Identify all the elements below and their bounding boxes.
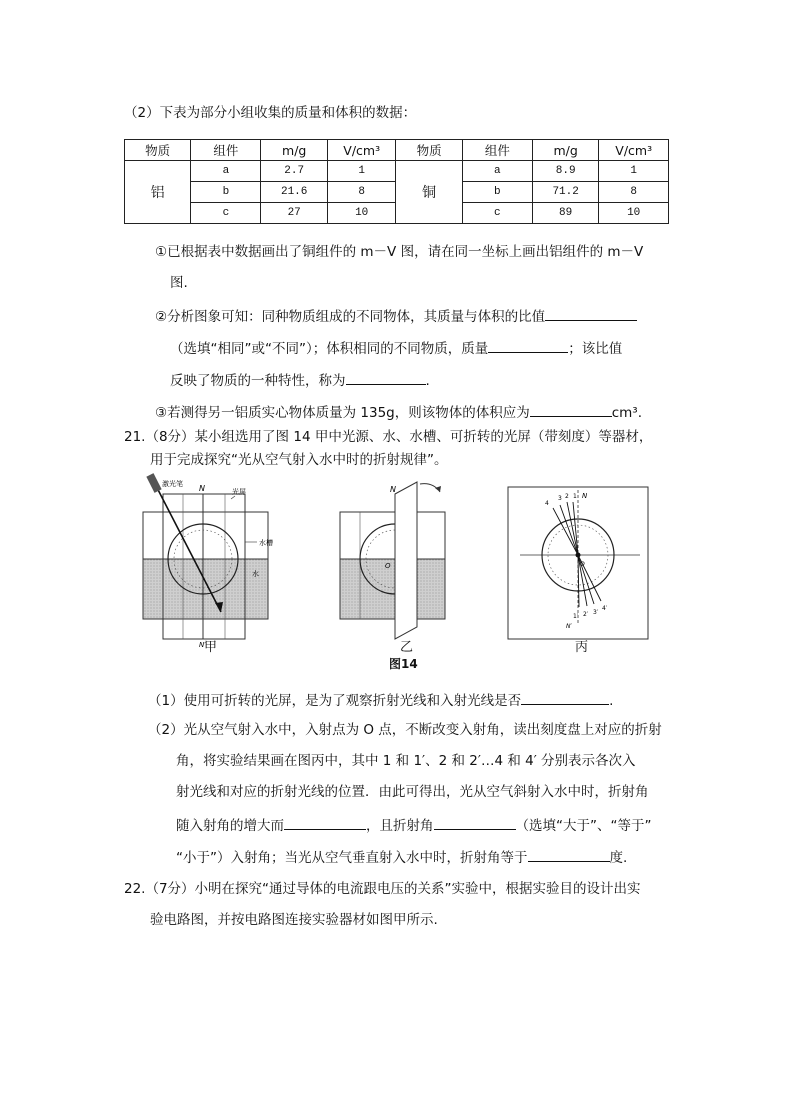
q22-line-b: 验电路图，并按电路图连接实验器材如图甲所示. [150,912,438,928]
ray-label: 1′ [573,613,579,620]
label-o: O [580,561,585,568]
item1-line-b: 图. [170,275,188,291]
item2-text: 反映了物质的一种特性，称为 [170,373,346,389]
table-cell: b [191,182,261,203]
p2-line-a: （2）光从空气射入水中，入射点为 O 点，不断改变入射角，读出刻度盘上对应的折射 [148,722,662,738]
table-cell: 1 [327,161,396,182]
item2-text: ；该比值 [568,341,623,357]
table-header-row [125,140,669,161]
table-header: V/cm³ [327,140,396,161]
p2-text: （选填“大于”、“等于” [515,818,652,834]
label-tank: 水槽 [259,539,273,547]
item1-line-a: ①已根据表中数据画出了铜组件的 m－V 图，请在同一坐标上画出铝组件的 m－V [155,244,644,260]
table-cell: a [191,161,261,182]
ray-label: 4′ [602,605,608,612]
table-cell: 2.7 [261,161,327,182]
answer-blank[interactable] [528,847,610,862]
item2-line-b [170,338,622,358]
label-n-prime: N′ [199,641,206,647]
q22-line-a: 22.（7分）小明在探究“通过导体的电流跟电压的关系”实验中，根据实验目的设计出实 [124,881,641,897]
p1-text: . [609,693,614,709]
p2-text: “小于”）入射角；当光从空气垂直射入水中时，折射角等于 [176,850,528,866]
table-cell: 27 [261,203,327,224]
item2-text: . [425,373,430,389]
p2-text: ，且折射角 [366,818,434,834]
sub-caption-yi: 乙 [400,640,414,655]
table-cell: c [191,203,261,224]
figure-14 [135,472,665,647]
answer-blank[interactable] [545,306,637,321]
label-o: O [385,562,391,570]
table-cell: b [462,182,532,203]
table-header: 物质 [125,140,191,161]
table-cell: 1 [599,161,669,182]
answer-blank[interactable] [434,815,516,830]
table-cell: c [462,203,532,224]
material-aluminum: 铝 [125,161,191,224]
label-water: 水 [252,570,259,578]
item2-text: （选填“相同”或“不同”）；体积相同的不同物质，质量 [170,341,489,357]
ray-label: 3′ [593,609,599,616]
q20-part2-intro: （2）下表为部分小组收集的质量和体积的数据： [124,105,417,121]
label-n: N [390,485,396,494]
table-cell: a [462,161,532,182]
answer-blank[interactable] [521,690,609,705]
item2-line-c [170,370,430,390]
label-screen: 光屏 [232,488,246,496]
ray-label: 4 [545,500,549,507]
p2-text: 度. [609,850,628,866]
p2-line-b: 角，将实验结果画在图丙中，其中 1 和 1′、2 和 2′…4 和 4′ 分别表示各次入 [176,753,636,769]
q21-line-a: 21.（8分）某小组选用了图 14 甲中光源、水、水槽、可折转的光屏（带刻度）等器材， [124,429,653,445]
table-header: 组件 [191,140,261,161]
table-header: 物质 [396,140,462,161]
item2-text: ②分析图象可知：同种物质组成的不同物体，其质量与体积的比值 [155,309,546,325]
table-cell: 10 [599,203,669,224]
figure-caption: 图14 [389,657,418,671]
table-cell: 8.9 [532,161,598,182]
table-header: m/g [261,140,327,161]
p2-line-c: 射光线和对应的折射光线的位置．由此可得出，光从空气斜射入水中时，折射角 [176,784,649,800]
figure-jia [143,473,273,647]
item3-line [155,402,642,422]
answer-blank[interactable] [488,338,568,353]
table-header: m/g [532,140,598,161]
ray-label: 2 [565,493,569,500]
p2-line-e [176,847,627,867]
table-cell: 8 [327,182,396,203]
figure-bing [508,487,648,639]
item2-line-a [155,306,637,326]
figure-yi [340,482,445,639]
table-cell: 10 [327,203,396,224]
answer-blank[interactable] [284,815,366,830]
table-cell: 71.2 [532,182,598,203]
ray-label: 3 [558,495,562,502]
q21-line-b: 用于完成探究“光从空气射入水中时的折射规律”。 [150,452,448,468]
answer-blank[interactable] [530,402,612,417]
ray-label: 1 [573,493,577,500]
answer-blank[interactable] [346,370,426,385]
table-cell: 89 [532,203,598,224]
table-cell: 21.6 [261,182,327,203]
label-n-prime: N′ [566,623,572,630]
p2-line-d [176,815,651,835]
item3-unit: cm³. [611,405,643,421]
label-n: N [582,492,588,500]
ray-label: 2′ [583,611,589,618]
sub-caption-jia: 甲 [204,640,218,655]
label-n: N [199,484,205,493]
sub-caption-bing: 丙 [575,640,589,655]
data-table [124,139,669,224]
p1-line [148,690,613,710]
p1-text: （1）使用可折转的光屏，是为了观察折射光线和入射光线是否 [148,693,522,709]
label-laser: 激光笔 [162,480,183,488]
table-header: 组件 [462,140,532,161]
material-copper: 铜 [396,161,462,224]
table-cell: 8 [599,182,669,203]
table-header: V/cm³ [599,140,669,161]
table-row [125,161,669,182]
p2-text: 随入射角的增大而 [176,818,284,834]
item3-text: ③若测得另一铝质实心物体质量为 135g，则该物体的体积应为 [155,405,530,421]
